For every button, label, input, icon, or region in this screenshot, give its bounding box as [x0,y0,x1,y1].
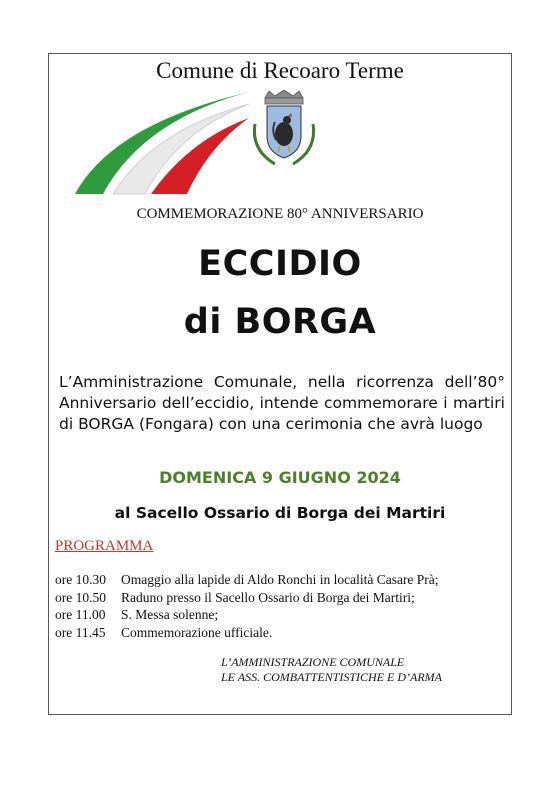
municipal-coat-of-arms-icon [249,90,319,168]
signature-line-2: LE ASS. COMBATTENTISTICHE E D’ARMA [221,670,442,684]
schedule-text: Omaggio alla lapide di Aldo Ronchi in località Casare Prà; [121,572,439,587]
list-item [55,589,439,607]
title-line-2: di BORGA [183,302,377,342]
schedule-text: S. Messa solenne; [121,607,219,622]
poster-frame [48,53,512,715]
schedule-time: ore 10.50 [55,589,106,605]
signature-line-1: L’AMMINISTRAZIONE COMUNALE [221,655,405,669]
schedule-time: ore 11.00 [55,607,106,622]
italian-flag-swoosh-icon [73,90,253,200]
intro-paragraph: L’Amministrazione Comunale, nella ricorrenza dell’80° Anniversario dell’eccidio, intende commemorare i martiri di BORGA (Fongara) con una cerimonia che avrà luogo [59,373,505,433]
commemoration-subtitle: COMMEMORAZIONE 80° ANNIVERSARIO [136,206,424,222]
schedule-list [55,571,439,641]
signature-block [221,655,442,685]
event-date: DOMENICA 9 GIUGNO 2024 [159,468,401,487]
programma-heading: PROGRAMMA [55,538,154,554]
list-item [55,624,439,642]
schedule-time: ore 11.45 [55,624,106,640]
schedule-text: Raduno presso il Sacello Ossario di Borga dei Martiri; [121,589,415,605]
comune-heading: Comune di Recoaro Terme [156,58,404,83]
list-item [55,571,439,589]
schedule-time: ore 10.30 [55,572,106,587]
schedule-text: Commemorazione ufficiale. [121,624,273,640]
event-place: al Sacello Ossario di Borga dei Martiri [114,504,446,522]
list-item [55,606,439,624]
title-line-1: ECCIDIO [198,244,362,284]
